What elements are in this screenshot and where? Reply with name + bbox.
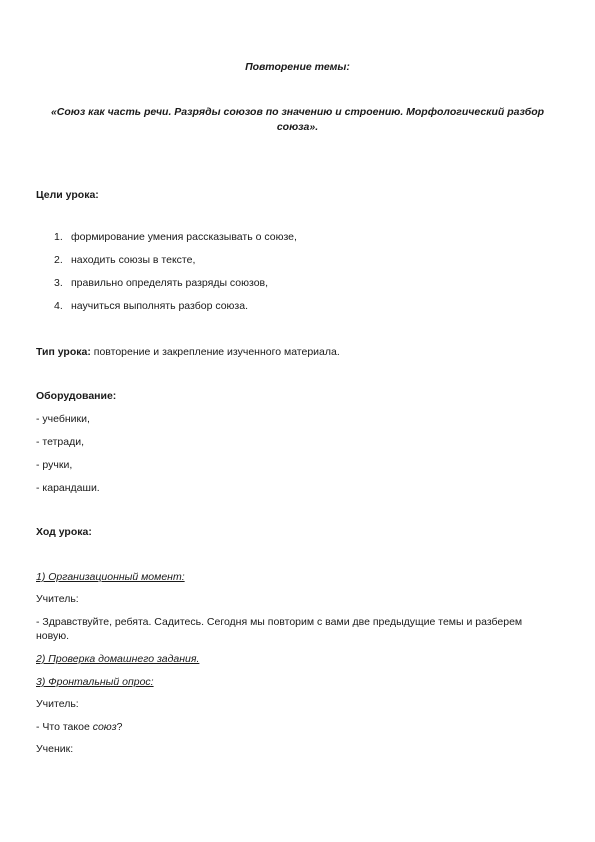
goal-number: 1. — [54, 231, 63, 243]
lesson-type-text: повторение и закрепление изученного материала. — [90, 346, 340, 358]
document-subheading-line-1: «Союз как часть речи. Разряды союзов по значению и строению. Морфологический разбор — [50, 106, 545, 118]
equipment-item: - тетради, — [36, 436, 84, 448]
goal-number: 3. — [54, 277, 63, 289]
question-prefix: - Что такое — [36, 721, 93, 733]
step-1-heading: 1) Организационный момент: — [36, 571, 185, 583]
equipment-label: Оборудование: — [36, 390, 117, 402]
document-heading: Повторение темы: — [245, 61, 350, 73]
goal-number: 2. — [54, 254, 63, 266]
goal-text: правильно определять разряды союзов, — [71, 277, 269, 289]
question-suffix: ? — [116, 721, 123, 733]
step-3-heading: 3) Фронтальный опрос: — [36, 676, 154, 688]
student-label: Ученик: — [36, 743, 74, 755]
goals-label: Цели урока: — [36, 189, 99, 201]
goal-text: формирование умения рассказывать о союзе, — [71, 231, 297, 243]
teacher-speech-line-1: - Здравствуйте, ребята. Садитесь. Сегодня мы повторим с вами две предыдущие темы и разберем — [36, 616, 523, 628]
lesson-type-line — [36, 345, 340, 359]
goal-text: находить союзы в тексте, — [71, 254, 196, 266]
goal-text: научиться выполнять разбор союза. — [71, 300, 248, 312]
document-subheading-line-2: союза». — [276, 121, 319, 133]
equipment-item: - учебники, — [36, 413, 90, 425]
teacher-label: Учитель: — [36, 593, 79, 605]
teacher-label: Учитель: — [36, 698, 79, 710]
step-2-heading: 2) Проверка домашнего задания. — [36, 653, 200, 665]
progress-label: Ход урока: — [36, 526, 92, 538]
goal-number: 4. — [54, 300, 63, 312]
question-term: союз — [92, 721, 117, 733]
question-line — [36, 720, 122, 734]
teacher-speech-line-2: новую. — [36, 630, 70, 642]
equipment-item: - ручки, — [36, 459, 73, 471]
equipment-item: - карандаши. — [36, 482, 100, 494]
lesson-type-label: Тип урока: — [36, 346, 91, 358]
